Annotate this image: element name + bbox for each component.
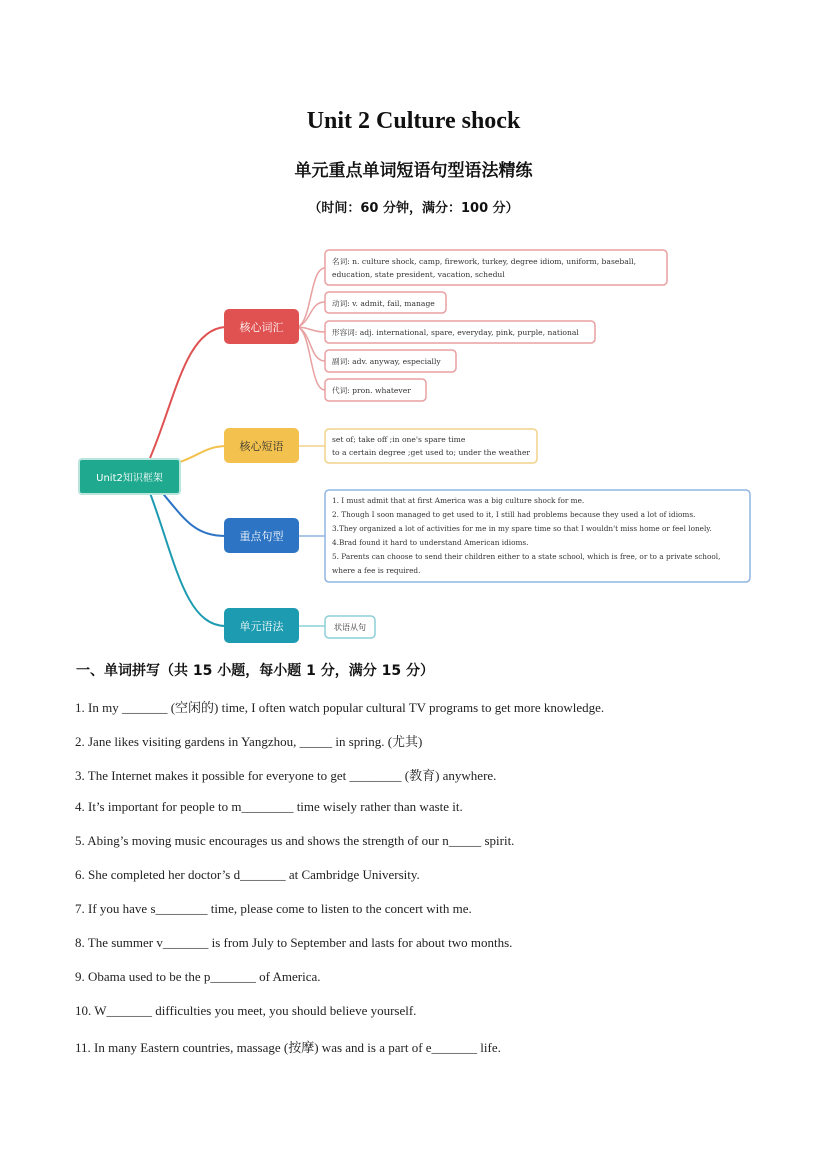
branch-core-vocabulary [224,309,299,344]
branch-label: 重点句型 [239,530,284,543]
leaf-text: 状语从句 [334,623,366,632]
branch-core-phrases [224,428,299,463]
leaf-text: set of; take off ;in one's spare time [332,435,466,444]
question-9: 9. Obama used to be the p_______ of America. [75,969,321,984]
question-5: 5. Abing’s moving music encourages us and shows the strength of our n_____ spirit. [75,833,515,848]
leaf-adjectives [325,321,595,343]
section-heading: 一、单词拼写（共 15 小题，每小题 1 分，满分 15 分） [76,663,434,679]
question-4: 4. It’s important for people to m________ time wisely rather than waste it. [75,799,463,814]
leaf-text: 名词: n. culture shock, camp, firework, turkey, degree idiom, uniform, baseball, [332,257,636,266]
leaf-text: 4.Brad found it hard to understand American idioms. [332,538,529,547]
leaf-pronouns [325,379,426,401]
leaf-text: 2. Though I soon managed to get used to it, I still had problems because they used a lot of idioms. [332,510,696,519]
branch-key-sentences [224,518,299,553]
mindmap-root [79,459,180,494]
leaf-verbs [325,292,446,313]
leaf-text: 形容词: adj. international, spare, everyday, pink, purple, national [332,328,579,337]
document-title: Unit 2 Culture shock [306,108,521,134]
document-subtitle: 单元重点单词短语句型语法精练 [294,161,533,181]
question-8: 8. The summer v_______ is from July to September and lasts for about two months. [75,935,513,950]
leaf-text: 动词: v. admit, fail, manage [332,299,435,308]
mindmap-root-label: Unit2知识框架 [96,473,163,484]
leaf-grammar [325,616,375,638]
knowledge-mind-map [0,240,827,650]
leaf-adverbs [325,350,456,372]
leaf-text: 代词: pron. whatever [332,386,411,395]
branch-label: 核心词汇 [239,321,284,334]
question-11: 11. In many Eastern countries, massage (按摩) was and is a part of e_______ life. [75,1040,501,1055]
leaf-text: education, state president, vacation, schedul [332,270,505,279]
leaf-text: 5. Parents can choose to send their children either to a state school, which is free, or to a private school, [332,552,721,561]
question-3: 3. The Internet makes it possible for everyone to get ________ (教育) anywhere. [75,768,497,783]
question-6: 6. She completed her doctor’s d_______ at Cambridge University. [75,867,420,882]
leaf-text: to a certain degree ;get used to; under the weather [332,448,531,457]
question-2: 2. Jane likes visiting gardens in Yangzhou, _____ in spring. (尤其) [75,734,423,749]
leaf-phrases [325,429,537,463]
leaf-text: 3.They organized a lot of activities for me in my spare time so that I wouldn't miss home or feel lonely. [332,524,712,533]
branch-unit-grammar [224,608,299,643]
branch-label: 单元语法 [239,620,284,633]
leaf-text: where a fee is required. [332,566,421,575]
branch-label: 核心短语 [239,440,284,453]
question-1: 1. In my _______ (空闲的) time, I often watch popular cultural TV programs to get more knowledge. [75,700,605,715]
leaf-sentences [325,490,750,582]
leaf-text: 副词: adv. anyway, especially [332,357,441,366]
leaf-text: 1. I must admit that at first America was a big culture shock for me. [332,496,585,505]
question-10: 10. W_______ difficulties you meet, you should believe yourself. [75,1003,417,1018]
leaf-nouns [325,250,667,285]
time-score-info: （时间：60 分钟，满分：100 分） [308,201,519,216]
question-7: 7. If you have s________ time, please come to listen to the concert with me. [75,901,472,916]
